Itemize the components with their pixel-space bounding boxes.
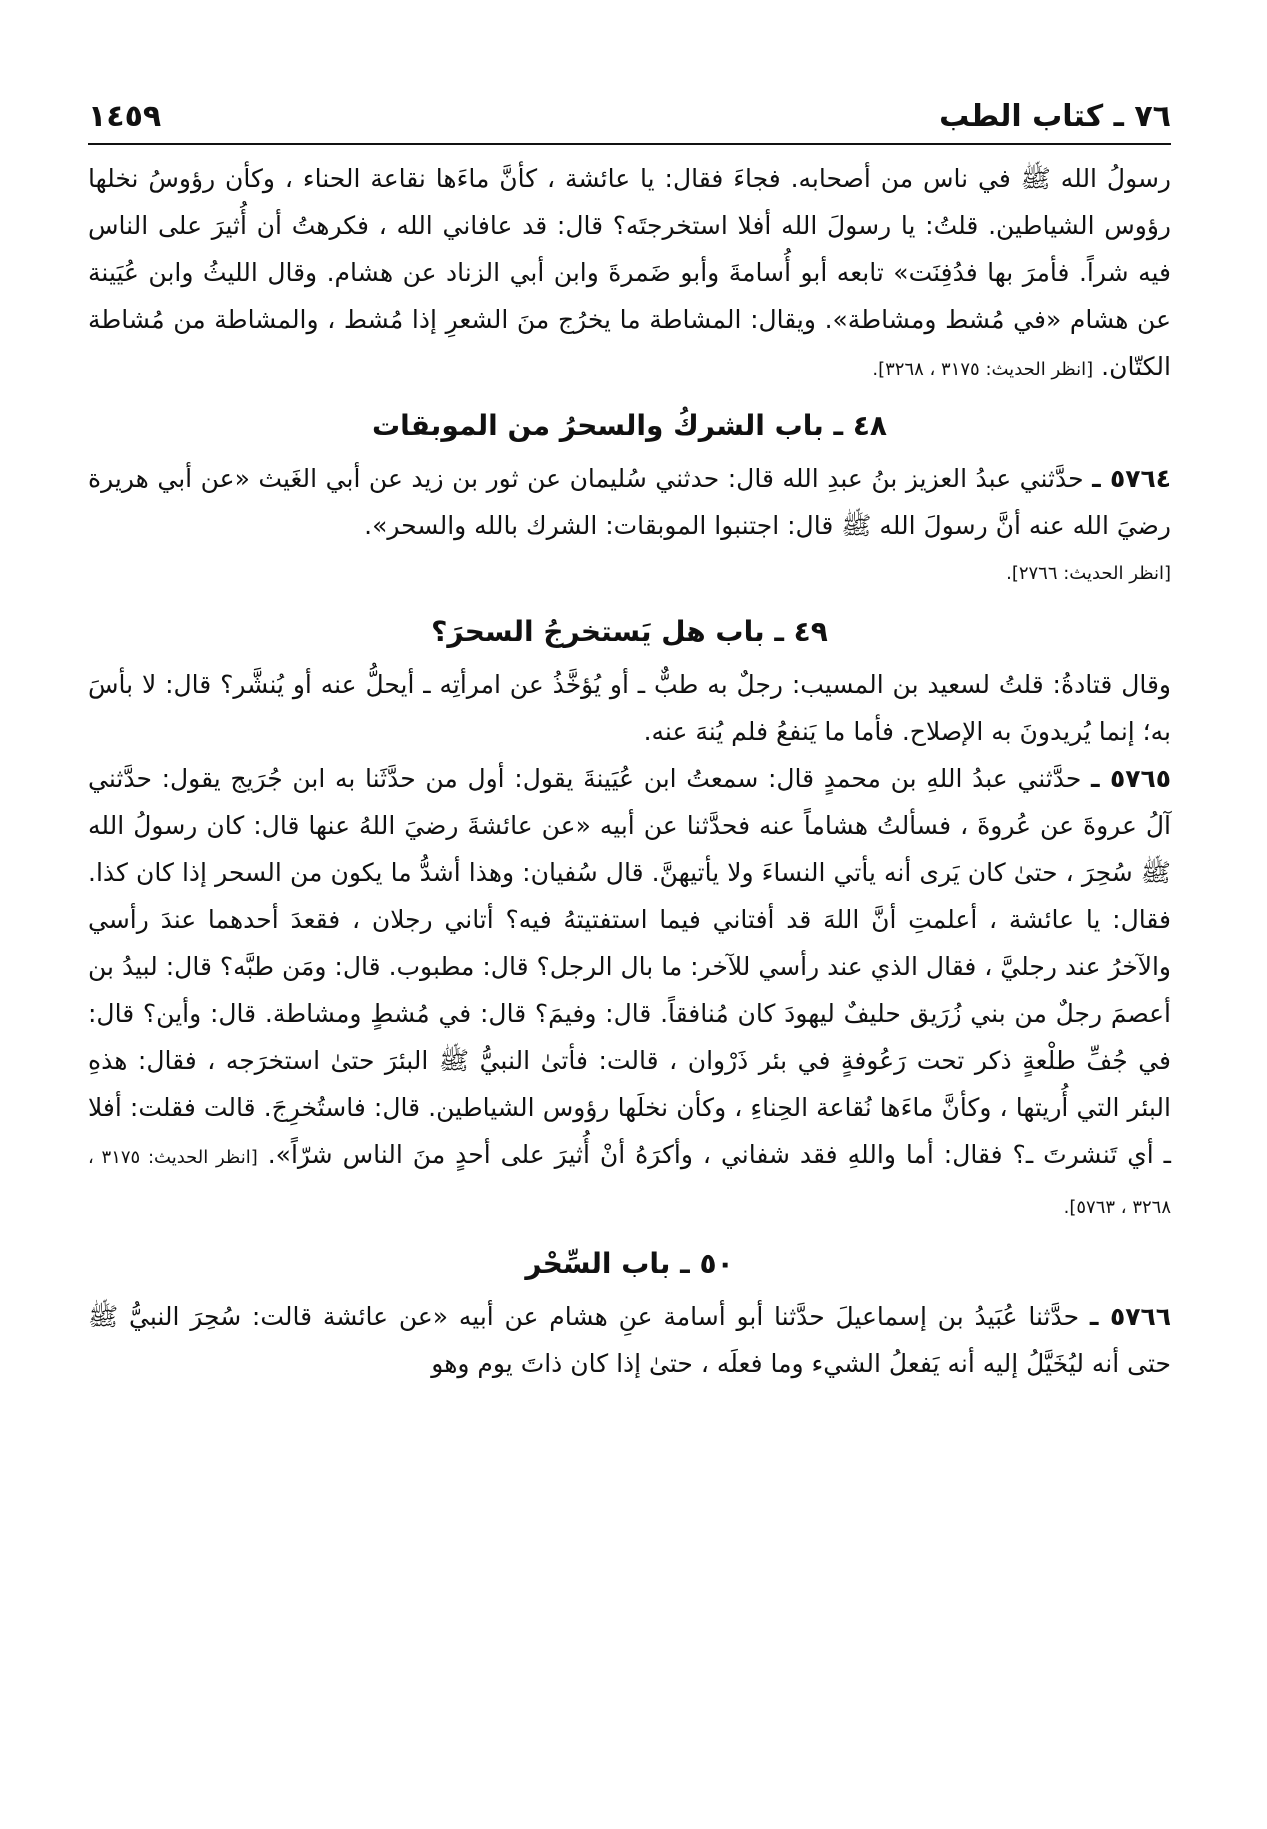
qatada-paragraph: وقال قتادةُ: قلتُ لسعيد بن المسيب: رجلٌ به طبٌّ ـ أو يُؤخَّذُ عن امرأتِه ـ أيحلُّ عنه أو يُنشَّر؟ قال: لا بأسَ به؛ إنما يُريدونَ به الإصلاح. فأما ما يَنفعُ فلم يُنهَ عنه. (88, 670, 1171, 746)
hadith-text: حدَّثنا عُبَيدُ بن إسماعيلَ حدَّثنا أبو أسامة عنِ هشام عن أبيه «عن عائشة قالت: سُحِرَ النبيُّ ﷺ حتى أنه ليُخَيَّلُ إليه أنه يَفعلُ الشيء وما فعلَه ، حتىٰ إذا كان ذاتَ يوم وهو (88, 1302, 1171, 1378)
hadith-number: ٥٧٦٥ ـ (1090, 764, 1172, 793)
hadith-5764-reference: [انظر الحديث: ٢٧٦٦]. (1006, 563, 1171, 584)
chapter-49-heading: ٤٩ ـ باب هل يَستخرجُ السحرَ؟ (431, 615, 828, 648)
hadith-number: ٥٧٦٦ ـ (1089, 1302, 1171, 1331)
hadith-text: حدَّثني عبدُ اللهِ بن محمدٍ قال: سمعتُ ابن عُيَينةَ يقول: أول من حدَّثَنا به ابن جُرَيج يقول: حدَّثني آلُ عروةَ عن عُروةَ ، فسألتُ هشاماً عنه فحدَّثنا عن أبيه «عن عائشةَ رضيَ اللهُ عنها قال: كان رسولُ الله ﷺ سُحِرَ ، حتىٰ كان يَرى أنه يأتي النساءَ ولا يأتيهنَّ. قال سُفيان: وهذا أشدُّ ما يكون من السحر إذا كان كذا. فقال: يا عائشة ، أعلمتِ أنَّ اللهَ قد أفتاني فيما استفتيتهُ فيه؟ أتاني رجلان ، فقعدَ أحدهما عندَ رأسي والآخرُ عند رجليَّ ، فقال الذي عند رأسي للآخر: ما بال الرجل؟ قال: مطبوب. قال: ومَن طبَّه؟ قال: لبيدُ بن أعصمَ رجلٌ من بني زُرَيق حليفٌ ليهودَ كان مُنافقاً. قال: وفيمَ؟ قال: في مُشطٍ ومشاطة. قال: وأين؟ قال: في جُفِّ طلْعةٍ ذكر تحت رَعُوفةٍ في بئر ذَرْوان ، قالت: فأتىٰ النبيُّ ﷺ البئرَ حتىٰ استخرَجه ، فقال: هذهِ البئر التي أُريتها ، وكأنَّ ماءَها نُقاعة الحِناءِ ، وكأن نخلَها رؤوس الشياطين. قال: فاستُخرِجَ. قالت فقلت: أفلا ـ أي تَنشرتَ ـ؟ فقال: أما واللهِ فقد شفاني ، وأكرَهُ أنْ أُثيرَ على أحدٍ منَ الناس شرّاً». (88, 764, 1171, 1169)
intro-paragraph (88, 155, 1171, 393)
running-title: ٧٦ ـ كتاب الطب (939, 99, 1171, 134)
hadith-5765 (88, 755, 1171, 1231)
page-header (88, 95, 1171, 145)
hadith-5766 (88, 1293, 1171, 1387)
book-page (88, 95, 1171, 1387)
hadith-number: ٥٧٦٤ ـ (1092, 464, 1172, 493)
chapter-48-heading: ٤٨ ـ باب الشركُ والسحرُ من الموبقات (372, 409, 887, 442)
hadith-5764 (88, 455, 1171, 549)
hadith-5765-reference: [انظر الحديث: ٣١٧٥ ، ٣٢٦٨ ، ٥٧٦٣]. (88, 1147, 1171, 1218)
page-number: ١٤٥٩ (88, 99, 162, 134)
intro-reference: [انظر الحديث: ٣١٧٥ ، ٣٢٦٨]. (872, 359, 1094, 380)
intro-text: رسولُ الله ﷺ في ناس من أصحابه. فجاءَ فقال: يا عائشة ، كأنَّ ماءَها نقاعة الحناء ، وكأن رؤوسُ نخلها رؤوس الشياطين. قلتُ: يا رسولَ الله أفلا استخرجتَه؟ قال: قد عافاني الله ، فكرهتُ أن أُثيرَ على الناس فيه شراً. فأمرَ بها فدُفِنَت» تابعه أبو أُسامةَ وأبو ضَمرةَ وابن أبي الزناد عن هشام. وقال الليثُ وابن عُيَينة عن هشام «في مُشط ومشاطة». ويقال: المشاطة ما يخرُج منَ الشعرِ إذا مُشط ، والمشاطة من مُشاطة الكتّان. (88, 164, 1171, 381)
hadith-text: حدَّثني عبدُ العزيز بنُ عبدِ الله قال: حدثني سُليمان عن ثور بن زيد عن أبي الغَيث «عن أبي هريرة رضيَ الله عنه أنَّ رسولَ الله ﷺ قال: اجتنبوا الموبقات: الشرك بالله والسحر». (88, 464, 1171, 540)
chapter-50-heading: ٥٠ ـ باب السِّحْر (525, 1247, 734, 1280)
